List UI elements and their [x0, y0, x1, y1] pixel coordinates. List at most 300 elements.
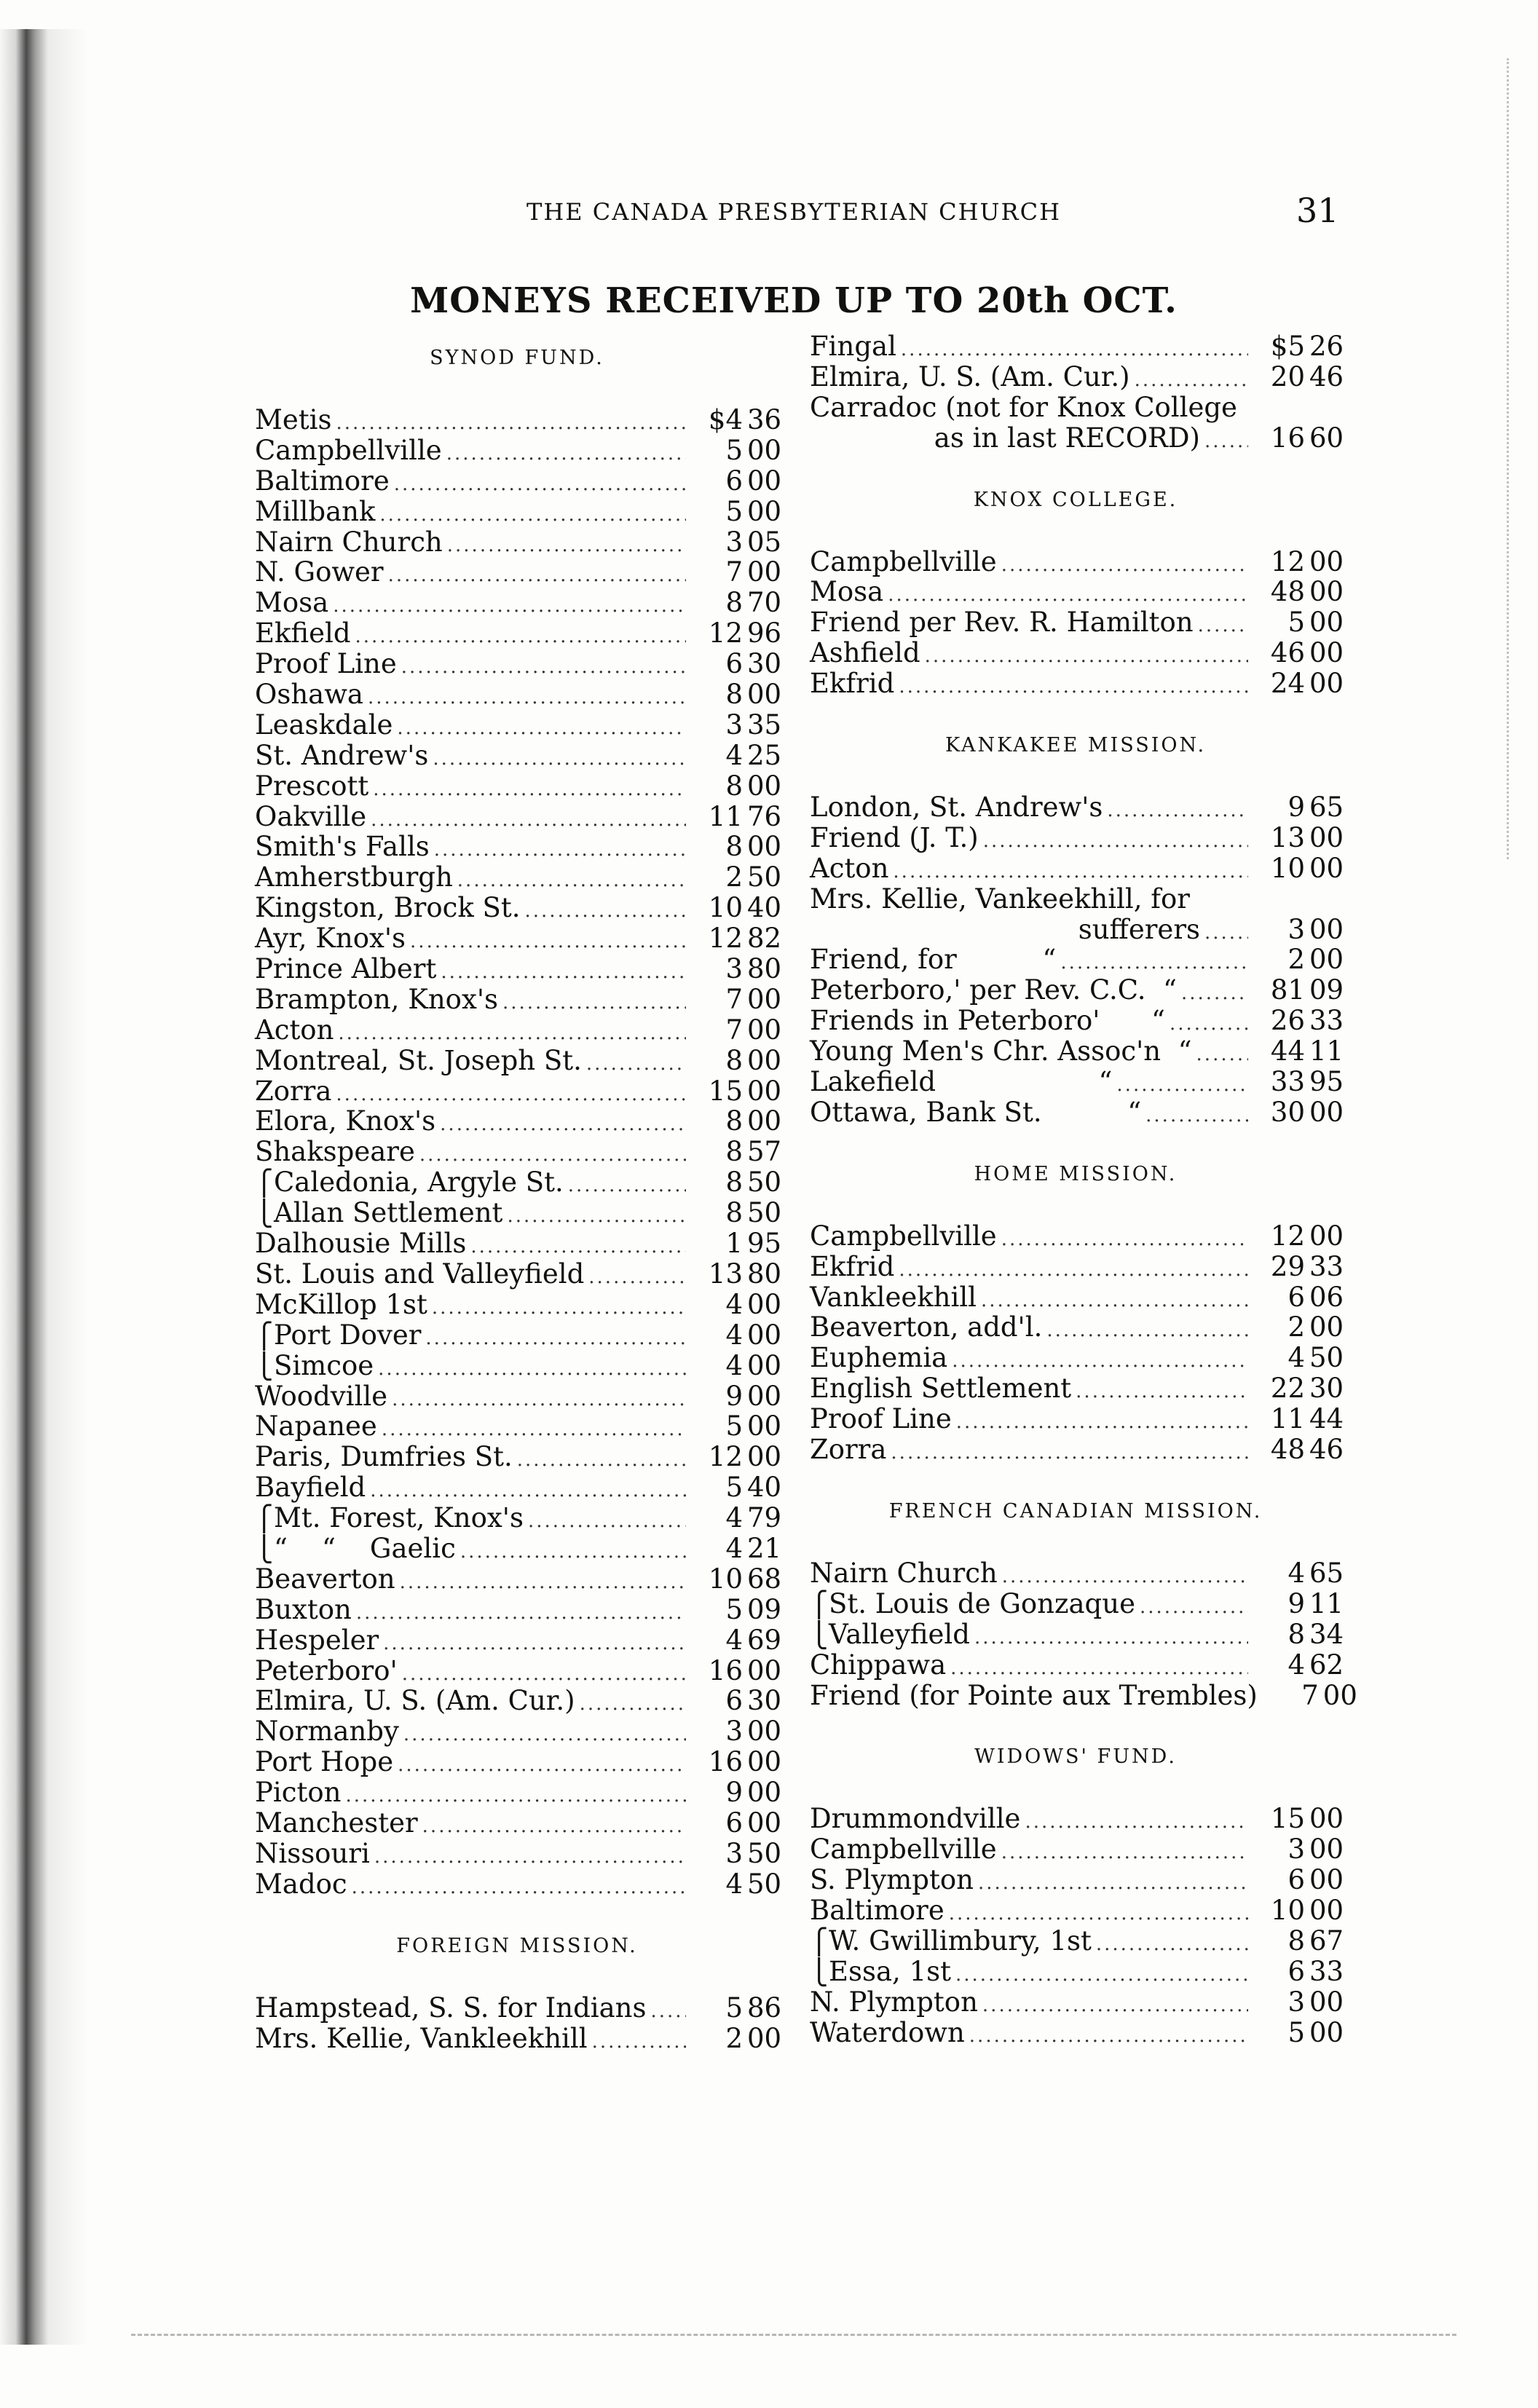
amount-cents: 00 — [747, 1380, 782, 1412]
right-column — [810, 331, 1357, 2048]
leader-dots — [403, 1720, 686, 1750]
ledger-entry — [810, 1220, 1344, 1252]
amount-cents: 00 — [1309, 1895, 1344, 1927]
amount-cents: 00 — [1309, 637, 1344, 669]
entry-amount — [690, 1654, 782, 1686]
amount-cents: 33 — [1309, 1955, 1344, 1987]
amount-cents: 00 — [747, 679, 782, 711]
leader-dots — [394, 470, 686, 500]
leader-dots — [1001, 550, 1248, 581]
entry-amount — [690, 861, 782, 893]
amount-cents: 80 — [747, 953, 782, 985]
ledger-entry — [810, 607, 1344, 639]
entry-label: Friends in Peterboro' “ — [810, 1005, 1165, 1037]
ledger-entry — [255, 2022, 782, 2054]
entry-label: Mosa — [810, 576, 884, 608]
amount-cents: 34 — [1309, 1618, 1344, 1650]
amount-dollars: 4 — [725, 1349, 743, 1381]
entry-label: Friend (for Pointe aux Trembles) — [810, 1679, 1258, 1711]
entry-amount — [690, 1136, 782, 1168]
entry-label: Campbellville — [255, 434, 442, 466]
amount-cents: 60 — [1309, 422, 1344, 454]
amount-cents: 50 — [747, 1167, 782, 1199]
entry-amount — [1253, 821, 1344, 853]
entry-label: Hampstead, S. S. for Indians — [255, 1991, 647, 2024]
entry-label: Manchester — [255, 1807, 418, 1839]
amount-dollars: 8 — [725, 679, 743, 711]
entry-label: Nairn Church — [810, 1557, 998, 1589]
ledger-entry — [255, 434, 782, 466]
amount-cents: 00 — [1309, 1864, 1344, 1896]
entry-label: Paris, Dumfries St. — [255, 1441, 513, 1473]
amount-cents: 65 — [1309, 792, 1344, 824]
entry-label: Ekfrid — [810, 668, 895, 700]
leader-dots — [974, 1623, 1248, 1654]
entry-amount — [690, 923, 782, 955]
entry-label: St. Andrew's — [255, 739, 429, 771]
entry-amount — [690, 708, 782, 741]
entry-label: Montreal, St. Joseph St. — [255, 1044, 582, 1076]
leader-dots — [333, 591, 686, 622]
amount-cents: 00 — [1309, 1220, 1344, 1252]
amount-dollars: 5 — [725, 1410, 743, 1442]
amount-cents: 65 — [1309, 1557, 1344, 1589]
entry-label: Prescott — [255, 770, 369, 802]
amount-cents: 00 — [1309, 1311, 1344, 1343]
amount-dollars: 6 — [725, 1685, 743, 1717]
amount-dollars: 2 — [1287, 1311, 1305, 1343]
amount-dollars: 4 — [725, 1288, 743, 1320]
ledger-entry — [255, 1258, 782, 1290]
ledger-entry — [255, 587, 782, 619]
amount-dollars: 3 — [1287, 1986, 1305, 2018]
brace-mark: ⎧ — [255, 1504, 274, 1534]
amount-dollars: 4 — [725, 1868, 743, 1900]
entry-amount — [1253, 974, 1344, 1006]
leader-dots — [400, 1568, 686, 1598]
entry-label: Oshawa — [255, 679, 363, 711]
ledger-entry — [810, 1679, 1357, 1711]
amount-cents: 00 — [1309, 852, 1344, 884]
amount-cents: 00 — [1309, 668, 1344, 700]
ledger-entry — [810, 913, 1344, 945]
leader-dots — [432, 1293, 686, 1324]
entry-amount — [1253, 1587, 1344, 1619]
entry-label: Port Hope — [255, 1746, 394, 1778]
entry-label: Nairn Church — [255, 526, 443, 558]
ledger-entry — [255, 556, 782, 588]
ledger-entry — [255, 1532, 782, 1564]
entry-label: Kingston, Brock St. — [255, 892, 521, 924]
leader-dots — [373, 775, 686, 805]
entry-label: St. Louis de Gonzaque — [829, 1587, 1135, 1619]
ledger-entry — [810, 1342, 1344, 1374]
amount-dollars: 3 — [725, 526, 743, 558]
ledger-entry — [810, 821, 1344, 853]
entry-amount — [1253, 422, 1344, 454]
amount-cents: 36 — [747, 404, 782, 435]
entry-label: Mosa — [255, 587, 329, 619]
amount-cents: 50 — [1309, 1342, 1344, 1374]
entry-label: Allan Settlement — [274, 1197, 503, 1229]
entry-amount — [690, 495, 782, 527]
entry-amount — [690, 1502, 782, 1534]
leader-dots — [969, 2021, 1248, 2052]
entry-amount — [690, 983, 782, 1015]
amount-dollars: 5 — [725, 495, 743, 527]
amount-cents: 30 — [747, 648, 782, 680]
amount-cents: 00 — [747, 1105, 782, 1137]
amount-cents: 96 — [747, 617, 782, 650]
leader-dots — [899, 672, 1248, 703]
entry-amount — [1253, 576, 1344, 608]
entry-amount — [1253, 1955, 1344, 1987]
leader-dots — [397, 714, 686, 744]
entry-amount — [690, 1837, 782, 1869]
ledger-entry — [810, 1986, 1344, 2018]
amount-dollars: 5 — [1287, 2016, 1305, 2048]
entry-amount — [690, 1044, 782, 1076]
entry-label: Hespeler — [255, 1624, 379, 1656]
ledger-entry — [255, 800, 782, 832]
amount-dollars: 7 — [725, 1014, 743, 1046]
amount-dollars: 5 — [725, 1472, 743, 1504]
section-gap — [810, 1528, 1341, 1558]
entry-label: Vankleekhill — [810, 1281, 977, 1313]
amount-dollars: 9 — [725, 1777, 743, 1809]
ledger-entry — [810, 1925, 1344, 1957]
ledger-entry — [810, 360, 1344, 392]
ledger-entry — [255, 953, 782, 985]
leader-dots — [410, 927, 686, 958]
section-block — [810, 1128, 1344, 1466]
entry-label: Millbank — [255, 495, 376, 527]
leader-dots — [528, 1507, 686, 1537]
ledger-entry — [255, 1136, 782, 1168]
amount-dollars: 26 — [1270, 1005, 1305, 1037]
entry-label-line: Mrs. Kellie, Vankeekhill, for — [810, 883, 1190, 915]
amount-dollars: 4 — [1287, 1342, 1305, 1374]
entry-label: Lakefield “ — [810, 1066, 1113, 1098]
amount-dollars: 6 — [725, 465, 743, 497]
brace-mark: ⎧ — [810, 1927, 829, 1957]
amount-dollars: 9 — [725, 1380, 743, 1412]
ledger-entry — [810, 1005, 1344, 1037]
ledger-entry — [255, 1777, 782, 1809]
amount-cents: 00 — [747, 556, 782, 588]
ledger-entry — [810, 1618, 1344, 1650]
amount-cents: 09 — [747, 1593, 782, 1625]
entry-label: Ayr, Knox's — [255, 923, 406, 955]
amount-dollars: 8 — [725, 770, 743, 802]
amount-cents: 95 — [747, 1228, 782, 1260]
ledger-entry — [255, 983, 782, 1015]
entry-amount — [690, 1593, 782, 1625]
entry-amount — [690, 739, 782, 771]
amount-cents: 00 — [747, 434, 782, 466]
amount-dollars: 3 — [725, 1837, 743, 1869]
entry-amount — [690, 892, 782, 924]
entry-amount — [690, 800, 782, 832]
amount-dollars: 7 — [725, 983, 743, 1015]
ledger-entry — [255, 923, 782, 955]
amount-cents: 33 — [1309, 1250, 1344, 1282]
amount-dollars: 10 — [1270, 1895, 1305, 1927]
amount-dollars: 16 — [708, 1654, 743, 1686]
amount-cents: 09 — [1309, 974, 1344, 1006]
entry-label: Young Men's Chr. Assoc'n “ — [810, 1035, 1192, 1067]
ledger-entry — [255, 1746, 782, 1778]
amount-dollars: 10 — [708, 1563, 743, 1595]
ledger-entry — [255, 1563, 782, 1595]
amount-dollars: $5 — [1270, 331, 1305, 362]
ledger-entry — [810, 944, 1344, 976]
leader-dots — [1001, 1225, 1248, 1255]
leader-dots — [1107, 796, 1248, 826]
ledger-entry — [255, 1228, 782, 1260]
ledger-entry — [255, 1197, 782, 1229]
leader-dots — [1076, 1377, 1248, 1408]
ledger-entry — [810, 1096, 1344, 1128]
entry-amount — [690, 1624, 782, 1656]
leader-dots — [978, 1868, 1248, 1899]
section-gap — [810, 762, 1341, 792]
amount-dollars: 4 — [725, 1319, 743, 1351]
entry-label: Woodville — [255, 1380, 388, 1412]
amount-dollars: 16 — [708, 1746, 743, 1778]
entry-label: Mt. Forest, Knox's — [274, 1502, 524, 1534]
ledger-entry — [810, 1403, 1344, 1435]
entry-label: “ “ Gaelic — [274, 1532, 456, 1564]
amount-cents: 00 — [1309, 2016, 1344, 2048]
entry-label: Elmira, U. S. (Am. Cur.) — [810, 360, 1130, 392]
amount-dollars: 33 — [1270, 1066, 1305, 1098]
brace-mark: ⎩ — [255, 1534, 274, 1564]
entry-amount — [690, 1288, 782, 1320]
amount-cents: 79 — [747, 1502, 782, 1534]
amount-cents: 00 — [747, 1654, 782, 1686]
section-title: WIDOWS' FUND. — [974, 1745, 1177, 1769]
entry-label: Proof Line — [255, 648, 397, 680]
section-title: KNOX COLLEGE. — [973, 488, 1178, 511]
amount-cents: 69 — [747, 1624, 782, 1656]
leader-dots — [368, 683, 686, 714]
brace-mark: ⎩ — [255, 1199, 274, 1229]
section-block — [810, 699, 1344, 1128]
entry-amount — [690, 1197, 782, 1229]
amount-dollars: 8 — [1287, 1618, 1305, 1650]
entry-label: Caledonia, Argyle St. — [274, 1167, 564, 1199]
entry-amount — [690, 1807, 782, 1839]
section-gap — [810, 516, 1341, 547]
entry-label: Port Dover — [274, 1319, 422, 1351]
entry-amount — [1253, 360, 1344, 392]
ledger-entry — [810, 1311, 1344, 1343]
ledger-entry — [255, 1075, 782, 1107]
entry-amount — [1253, 637, 1344, 669]
amount-dollars: 30 — [1270, 1096, 1305, 1128]
amount-dollars: 13 — [1270, 821, 1305, 853]
amount-dollars: 2 — [725, 861, 743, 893]
entry-amount — [690, 953, 782, 985]
leader-dots — [383, 1629, 686, 1659]
entry-amount — [1253, 1220, 1344, 1252]
section-gap — [810, 454, 1341, 484]
amount-cents: 86 — [747, 1991, 782, 2024]
amount-cents: 00 — [1309, 821, 1344, 853]
leader-dots — [1181, 979, 1248, 1009]
ledger-entry — [810, 792, 1344, 824]
amount-cents: 33 — [1309, 1005, 1344, 1037]
ledger-entry — [255, 1807, 782, 1839]
entry-label: Ashfield — [810, 637, 920, 669]
section-block — [810, 1710, 1344, 2048]
amount-cents: 11 — [1309, 1587, 1344, 1619]
leader-dots — [925, 642, 1248, 672]
entry-amount — [690, 1105, 782, 1137]
leader-dots — [1001, 1838, 1248, 1868]
entry-amount — [690, 1441, 782, 1473]
amount-dollars: 4 — [1287, 1649, 1305, 1681]
amount-cents: 82 — [747, 923, 782, 955]
amount-dollars: 48 — [1270, 576, 1305, 608]
section-block — [255, 1900, 782, 2054]
amount-cents: 00 — [747, 1746, 782, 1778]
entry-label: Zorra — [810, 1434, 887, 1466]
entry-amount — [1253, 331, 1344, 362]
leader-dots — [388, 561, 686, 591]
entry-label: Elora, Knox's — [255, 1105, 436, 1137]
entry-label: Mrs. Kellie, Vankleekhill — [255, 2022, 588, 2054]
amount-cents: 30 — [1309, 1373, 1344, 1405]
leader-dots — [586, 1049, 686, 1080]
amount-cents: 57 — [747, 1136, 782, 1168]
ledger-entry — [255, 1410, 782, 1442]
amount-cents: 00 — [1309, 1986, 1344, 2018]
amount-cents: 76 — [747, 800, 782, 832]
amount-dollars: 7 — [725, 556, 743, 588]
entry-amount — [690, 1991, 782, 2024]
amount-dollars: 46 — [1270, 637, 1305, 669]
amount-dollars: 5 — [725, 1593, 743, 1625]
ledger-entry — [810, 1833, 1344, 1866]
amount-dollars: 13 — [708, 1258, 743, 1290]
entry-amount — [1253, 1864, 1344, 1896]
running-title: THE CANADA PRESBYTERIAN CHURCH — [527, 198, 1061, 226]
ledger-entry — [810, 637, 1344, 669]
entry-label: Fingal — [810, 331, 896, 362]
leader-dots — [460, 1537, 686, 1568]
entry-amount — [690, 770, 782, 802]
entry-label: Picton — [255, 1777, 342, 1809]
amount-cents: 50 — [747, 861, 782, 893]
ledger-entry — [255, 708, 782, 741]
entry-label: St. Louis and Valleyfield — [255, 1258, 585, 1290]
ledger-entry — [810, 1373, 1344, 1405]
entry-amount — [1253, 1035, 1344, 1067]
ledger-entry — [255, 1044, 782, 1076]
leader-dots — [983, 826, 1248, 857]
amount-dollars: 8 — [725, 1044, 743, 1076]
ledger-entry — [255, 1624, 782, 1656]
entry-amount — [1253, 1005, 1344, 1037]
entry-amount — [690, 434, 782, 466]
amount-cents: 44 — [1309, 1403, 1344, 1435]
section-title: HOME MISSION. — [974, 1162, 1178, 1185]
entry-label: Dalhousie Mills — [255, 1228, 467, 1260]
entry-amount — [690, 1075, 782, 1107]
entry-label: Campbellville — [810, 1220, 997, 1252]
leader-dots — [650, 1997, 686, 2027]
entry-amount — [1253, 792, 1344, 824]
amount-cents: 00 — [747, 1716, 782, 1748]
amount-cents: 00 — [1309, 1096, 1344, 1128]
leader-dots — [891, 1438, 1248, 1469]
amount-cents: 80 — [747, 1258, 782, 1290]
entry-label: Ekfrid — [810, 1250, 895, 1282]
ledger-entry — [255, 1685, 782, 1717]
entry-amount — [690, 1349, 782, 1381]
entry-amount — [1253, 1311, 1344, 1343]
amount-dollars: 8 — [725, 831, 743, 863]
entry-label: English Settlement — [810, 1373, 1072, 1405]
entry-amount — [690, 1868, 782, 1900]
scan-bottom-rule — [131, 2334, 1456, 2336]
section-gap — [810, 1191, 1341, 1221]
entry-amount — [1253, 1557, 1344, 1589]
entry-label: Campbellville — [810, 1833, 997, 1866]
entry-amount — [1253, 545, 1344, 577]
amount-cents: 00 — [747, 2022, 782, 2054]
amount-dollars: 8 — [725, 1197, 743, 1229]
ledger-entry — [255, 679, 782, 711]
amount-dollars: 8 — [725, 1167, 743, 1199]
entry-amount — [690, 679, 782, 711]
leader-dots — [502, 988, 686, 1019]
ledger-entry — [810, 1803, 1344, 1835]
amount-cents: 21 — [747, 1532, 782, 1564]
entry-label: N. Plympton — [810, 1986, 978, 2018]
ledger-entry — [810, 545, 1344, 577]
amount-dollars: 12 — [1270, 1220, 1305, 1252]
ledger-entry — [255, 1868, 782, 1900]
entry-amount — [1253, 1986, 1344, 2018]
entry-label: Elmira, U. S. (Am. Cur.) — [255, 1685, 575, 1717]
amount-cents: 00 — [1309, 1803, 1344, 1835]
amount-dollars: 15 — [708, 1075, 743, 1107]
ledger-entry — [810, 1864, 1344, 1896]
amount-cents: 00 — [747, 770, 782, 802]
entry-amount — [1253, 668, 1344, 700]
ledger-entry — [810, 1066, 1344, 1098]
entry-amount — [690, 2022, 782, 2054]
amount-cents: 46 — [1309, 360, 1344, 392]
entry-label: Prince Albert — [255, 953, 437, 985]
entry-label: Valleyfield — [829, 1618, 970, 1650]
ledger-entry — [255, 1319, 782, 1351]
entry-amount — [1253, 1649, 1344, 1681]
amount-dollars: 3 — [725, 708, 743, 741]
ledger-entry — [255, 861, 782, 893]
page-number: 31 — [1296, 191, 1339, 230]
entry-amount — [1253, 1066, 1344, 1098]
leader-dots — [446, 439, 686, 470]
entry-amount — [690, 1380, 782, 1412]
entry-amount — [690, 1563, 782, 1595]
main-title: MONEYS RECEIVED UP TO 20th OCT. — [410, 280, 1178, 321]
scan-spine-shadow — [0, 29, 87, 2345]
amount-dollars: 6 — [1287, 1864, 1305, 1896]
